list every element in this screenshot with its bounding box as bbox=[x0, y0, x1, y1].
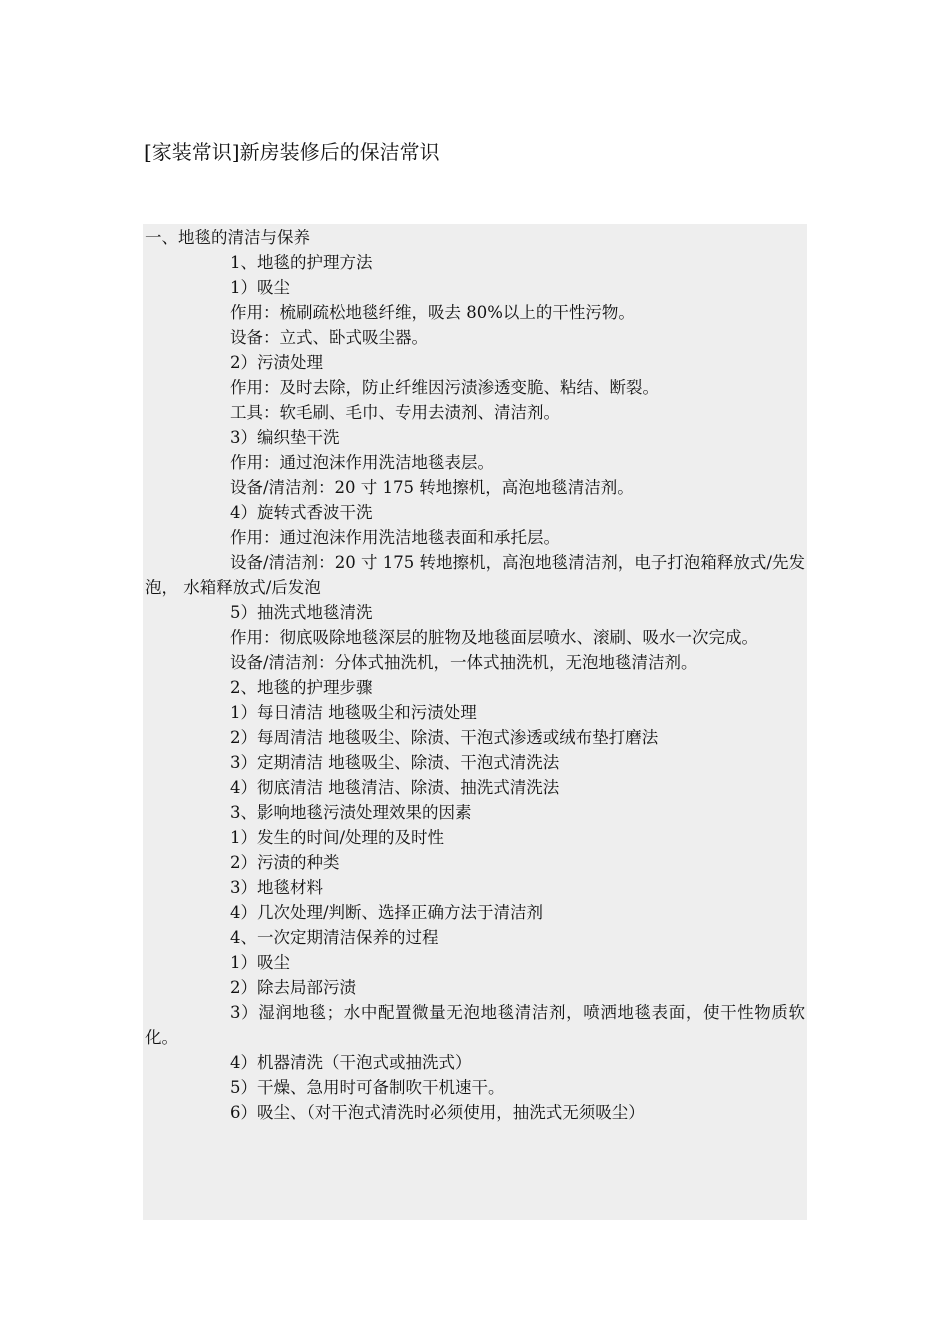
text-line: 3、影响地毯污渍处理效果的因素 bbox=[230, 803, 472, 822]
text-line: 作用：通过泡沫作用洗洁地毯表面和承托层。 bbox=[230, 528, 560, 547]
text-line: 1）发生的时间/处理的及时性 bbox=[230, 828, 445, 847]
text-line: 工具：软毛刷、毛巾、专用去渍剂、清洁剂。 bbox=[230, 403, 560, 422]
text-line: 一、地毯的清洁与保养 bbox=[145, 228, 310, 247]
text-line: 1、地毯的护理方法 bbox=[230, 253, 373, 272]
text-line: 作用：及时去除，防止纤维因污渍渗透变脆、粘结、断裂。 bbox=[230, 378, 659, 397]
text-line: 2）除去局部污渍 bbox=[230, 978, 356, 997]
text-line: 2）污渍处理 bbox=[230, 353, 323, 372]
content-lines bbox=[145, 225, 805, 1125]
text-line: 5）干燥、急用时可备制吹干机速干。 bbox=[230, 1078, 505, 1097]
text-line: 3）湿润地毯；水中配置微量无泡地毯清洁剂，喷洒地毯表面，使干性物质软化。 bbox=[145, 1003, 805, 1047]
text-line: 4）机器清洗（干泡式或抽洗式） bbox=[230, 1053, 472, 1072]
text-line: 3）地毯材料 bbox=[230, 878, 323, 897]
text-line: 设备/清洁剂：20 寸 175 转地擦机，高泡地毯清洁剂，电子打泡箱释放式/先发泡， 水箱释放式/后发泡 bbox=[145, 553, 805, 597]
text-line: 作用：通过泡沫作用洗洁地毯表层。 bbox=[230, 453, 494, 472]
text-line: 2）污渍的种类 bbox=[230, 853, 340, 872]
text-line: 3）定期清洁 地毯吸尘、除渍、干泡式清洗法 bbox=[230, 753, 560, 772]
text-line: 1）每日清洁 地毯吸尘和污渍处理 bbox=[230, 703, 477, 722]
text-line: 1）吸尘 bbox=[230, 953, 290, 972]
text-line: 3）编织垫干洗 bbox=[230, 428, 340, 447]
text-line: 设备/清洁剂：20 寸 175 转地擦机，高泡地毯清洁剂。 bbox=[230, 478, 634, 497]
text-line: 4）彻底清洁 地毯清洁、除渍、抽洗式清洗法 bbox=[230, 778, 560, 797]
text-line: 设备：立式、卧式吸尘器。 bbox=[230, 328, 428, 347]
page-title: [家装常识]新房装修后的保洁常识 bbox=[144, 140, 440, 164]
text-line: 1）吸尘 bbox=[230, 278, 290, 297]
text-line: 5）抽洗式地毯清洗 bbox=[230, 603, 373, 622]
text-line: 4）几次处理/判断、选择正确方法于清洁剂 bbox=[230, 903, 544, 922]
text-line: 2、地毯的护理步骤 bbox=[230, 678, 373, 697]
text-line: 6）吸尘、（对干泡式清洗时必须使用，抽洗式无须吸尘） bbox=[230, 1103, 645, 1122]
text-line: 作用：彻底吸除地毯深层的脏物及地毯面层喷水、滚刷、吸水一次完成。 bbox=[230, 628, 758, 647]
text-line: 2）每周清洁 地毯吸尘、除渍、干泡式渗透或绒布垫打磨法 bbox=[230, 728, 659, 747]
content-box bbox=[143, 224, 807, 1220]
text-line: 作用：梳刷疏松地毯纤维，吸去 80%以上的干性污物。 bbox=[230, 303, 635, 322]
text-line: 4、一次定期清洁保养的过程 bbox=[230, 928, 439, 947]
text-line: 设备/清洁剂：分体式抽洗机，一体式抽洗机，无泡地毯清洁剂。 bbox=[230, 653, 698, 672]
text-line: 4）旋转式香波干洗 bbox=[230, 503, 373, 522]
